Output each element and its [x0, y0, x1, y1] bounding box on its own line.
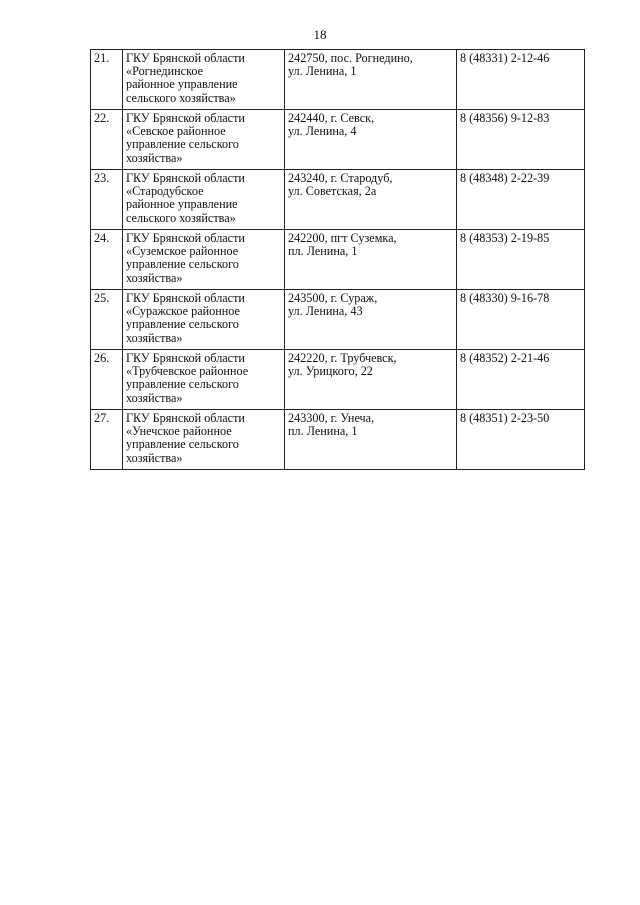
address-cell — [285, 50, 457, 110]
organization-line: «Трубчевское районное — [126, 364, 249, 379]
organization-line: районное управление — [126, 77, 238, 92]
address-cell — [285, 350, 457, 410]
organization-line: управление сельского — [126, 317, 239, 332]
organization-cell — [123, 230, 285, 290]
organization-line: сельского хозяйства» — [126, 90, 236, 105]
organization-line: хозяйства» — [126, 150, 183, 165]
organization-line: сельского хозяйства» — [126, 210, 236, 225]
organization-cell — [123, 170, 285, 230]
phone-cell: 8 (48353) 2-19-85 — [457, 230, 585, 290]
organization-line: «Севское районное — [126, 124, 226, 139]
address-line: 243500, г. Сураж, — [288, 291, 378, 305]
table-row — [91, 350, 585, 410]
organization-cell — [123, 410, 285, 470]
row-number: 24. — [91, 230, 123, 290]
organization-line: ГКУ Брянской области — [126, 51, 245, 65]
table-row — [91, 110, 585, 170]
address-cell — [285, 170, 457, 230]
organization-cell — [123, 290, 285, 350]
phone-cell: 8 (48348) 2-22-39 — [457, 170, 585, 230]
address-line: ул. Советская, 2а — [288, 184, 377, 199]
organization-line: ГКУ Брянской области — [126, 171, 245, 185]
table-row — [91, 290, 585, 350]
organization-line: «Унечское районное — [126, 424, 232, 439]
organization-cell — [123, 350, 285, 410]
organization-line: ГКУ Брянской области — [126, 291, 245, 305]
organization-line: ГКУ Брянской области — [126, 351, 245, 365]
table-row — [91, 170, 585, 230]
organization-line: ГКУ Брянской области — [126, 231, 245, 245]
organization-line: ГКУ Брянской области — [126, 111, 245, 125]
organization-line: управление сельского — [126, 137, 239, 152]
address-cell — [285, 230, 457, 290]
address-line: пл. Ленина, 1 — [288, 244, 358, 259]
address-line: ул. Ленина, 1 — [288, 64, 357, 79]
organization-line: хозяйства» — [126, 270, 183, 285]
organization-line: хозяйства» — [126, 450, 183, 465]
organization-line: управление сельского — [126, 377, 239, 392]
organization-line: управление сельского — [126, 257, 239, 272]
organization-line: хозяйства» — [126, 390, 183, 405]
address-line: ул. Ленина, 43 — [288, 304, 363, 319]
row-number: 22. — [91, 110, 123, 170]
phone-cell: 8 (48351) 2-23-50 — [457, 410, 585, 470]
address-cell — [285, 290, 457, 350]
organization-cell — [123, 110, 285, 170]
organization-line: районное управление — [126, 197, 238, 212]
address-line: ул. Ленина, 4 — [288, 124, 357, 139]
table-row — [91, 230, 585, 290]
address-line: 243240, г. Стародуб, — [288, 171, 393, 185]
organization-line: управление сельского — [126, 437, 239, 452]
organization-line: «Суземское районное — [126, 244, 239, 259]
address-line: 242750, пос. Рогнедино, — [288, 51, 413, 65]
address-line: 242220, г. Трубчевск, — [288, 351, 397, 365]
organization-cell — [123, 50, 285, 110]
table-row — [91, 50, 585, 110]
table-row — [91, 410, 585, 470]
row-number: 23. — [91, 170, 123, 230]
row-number: 27. — [91, 410, 123, 470]
phone-cell: 8 (48331) 2-12-46 — [457, 50, 585, 110]
page-number: 18 — [313, 27, 327, 42]
organization-line: ГКУ Брянской области — [126, 411, 245, 425]
address-line: пл. Ленина, 1 — [288, 424, 358, 439]
row-number: 25. — [91, 290, 123, 350]
address-cell — [285, 410, 457, 470]
phone-cell: 8 (48330) 9-16-78 — [457, 290, 585, 350]
address-line: 242200, пгт Суземка, — [288, 231, 397, 245]
address-line: 242440, г. Севск, — [288, 111, 375, 125]
address-line: 243300, г. Унеча, — [288, 411, 375, 425]
directory-table — [90, 49, 585, 470]
organization-line: «Стародубское — [126, 184, 204, 199]
phone-cell: 8 (48356) 9-12-83 — [457, 110, 585, 170]
address-line: ул. Урицкого, 22 — [288, 364, 373, 379]
organization-line: «Суражское районное — [126, 304, 240, 319]
row-number: 21. — [91, 50, 123, 110]
phone-cell: 8 (48352) 2-21-46 — [457, 350, 585, 410]
address-cell — [285, 110, 457, 170]
organization-line: хозяйства» — [126, 330, 183, 345]
row-number: 26. — [91, 350, 123, 410]
organization-line: «Рогнединское — [126, 64, 204, 79]
